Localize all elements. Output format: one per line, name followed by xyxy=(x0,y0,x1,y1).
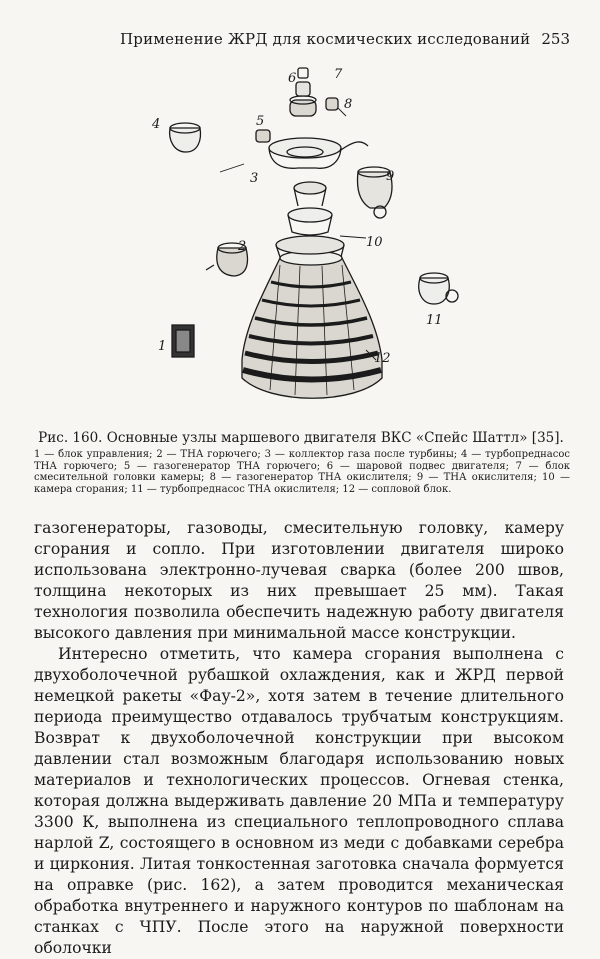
hot-gas-manifold-part xyxy=(269,138,368,168)
oxidizer-booster-pump-part xyxy=(419,273,458,304)
figure-label-9: 9 xyxy=(386,169,395,184)
paragraph: газогенераторы, газоводы, смесительную головку, камеру сгорания и сопло. При изготовлении двигателя широко использована электронно-лучевая сварка (более 200 швов, толщина некоторых из них превышает 25 мм). Такая технология позволила обеспечить надежную работу двигателя высокого давления при минимальной массе конструкции. xyxy=(34,519,564,642)
engine-exploded-view-figure xyxy=(130,60,470,430)
page-number: 253 xyxy=(541,30,570,48)
figure-label-6: 6 xyxy=(288,71,297,86)
figure-label-4: 4 xyxy=(152,117,161,132)
running-head: Применение ЖРД для космических исследований xyxy=(120,30,531,48)
page-header xyxy=(32,30,570,52)
figure-label-2: 2 xyxy=(238,239,247,254)
fuel-preburner-part xyxy=(256,130,270,142)
figure-label-8: 8 xyxy=(344,97,353,112)
figure-legend-text: 1 — блок управления; 2 — ТНА горючего; 3 — коллектор газа после турбины; 4 — турбопреднасос ТНА горючего; 5 — газогенератор ТНА горючего; 6 — шаровой подвес двигателя; 7 — блок смесительной головки камеры; 8 — газогенератор ТНА окислителя; 9 — ТНА окислителя; 10 — камера сгорания; 11 — турбопреднасос ТНА окислителя; 12 — сопловой блок. xyxy=(34,449,570,495)
figure-label-11: 11 xyxy=(426,313,443,328)
figure-legend xyxy=(34,449,570,495)
figure-label-10: 10 xyxy=(366,235,383,250)
figure-label-1: 1 xyxy=(158,339,167,354)
fuel-booster-pump-part xyxy=(170,123,201,152)
figure-label-12: 12 xyxy=(374,351,391,366)
figure-caption: Рис. 160. Основные узлы маршевого двигателя ВКС «Спейс Шаттл» [35]. xyxy=(38,430,564,446)
combustion-chamber-part xyxy=(276,182,344,257)
figure-label-5: 5 xyxy=(256,114,265,129)
figure-label-7: 7 xyxy=(334,67,343,82)
controller-part xyxy=(172,325,194,357)
body-text xyxy=(34,518,564,959)
paragraph: Интересно отметить, что камера сгорания выполнена с двухоболочечной рубашкой охлаждения, как и ЖРД первой немецкой ракеты «Фау-2», хотя затем в течение длительного периода преимущество отдавалось трубчатым конструкциям. Возврат к двухоболочечной конструкции при высоком давлении стал возможным благодаря использованию новых материалов и технологических процессов. Огневая стенка, которая должна выдерживать давление 20 МПа и температуру 3300 К, выполнена из специального теплопроводного сплава нарлой Z, состоящего в основном из меди с добавками серебра и циркония. Литая тонкостенная заготовка сначала формуется на оправке (рис. 162), а затем проводится механическая обработка внутреннего и наружного контуров по шаблонам на станках с ЧПУ. После этого на наружной поверхности оболочки xyxy=(34,645,564,957)
figure-label-3: 3 xyxy=(250,171,259,186)
nozzle-block-part xyxy=(242,251,382,398)
oxidizer-preburner-part xyxy=(326,98,338,110)
